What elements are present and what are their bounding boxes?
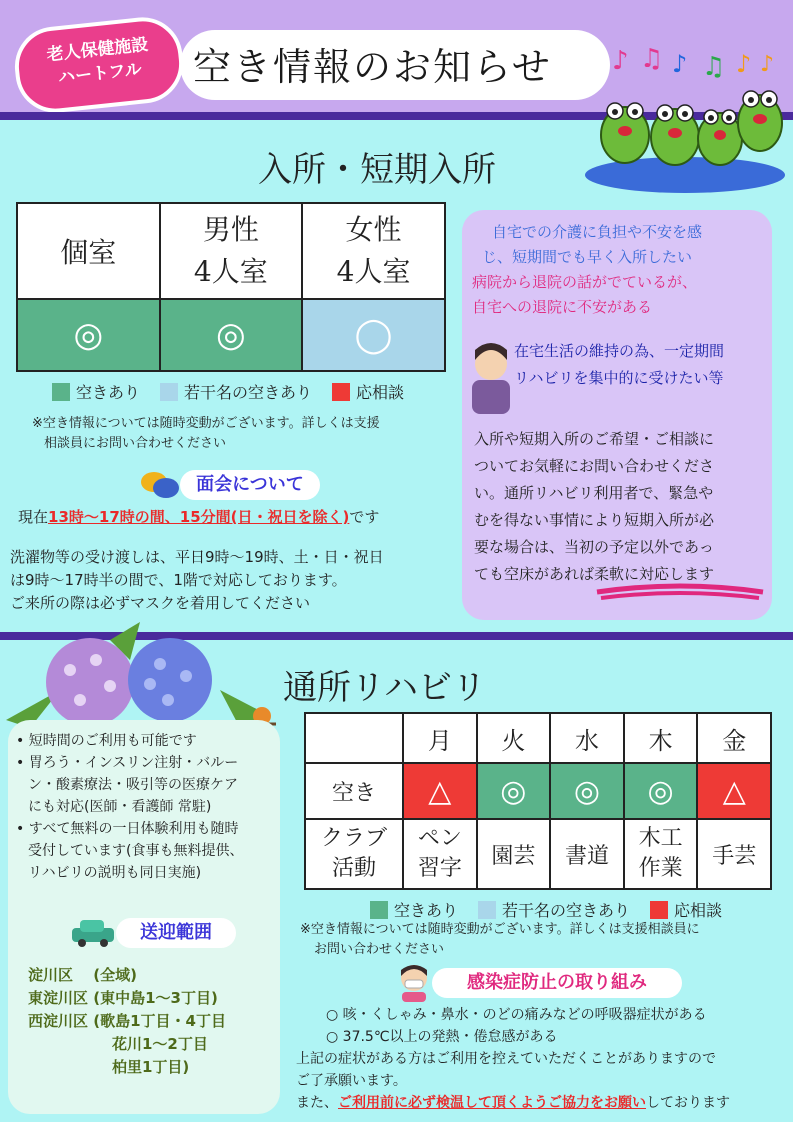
facility-name: 老人保健施設 [45, 34, 150, 66]
admission-legend [52, 380, 404, 403]
row-availability-label: 空き [305, 763, 403, 819]
status-wed: ◎ [550, 763, 624, 819]
daycare-heading: 通所リハビリ [283, 668, 486, 708]
services-list: • 短時間のご利用も可能です • 胃ろう・インスリン注射・バルー ン・酸素療法・吸引等の医療ケア にも対応(医師・看護師 常駐) • すべて無料の一日体験利用も随時 受付しています(食事も無料提供、 リハビリの説明も同日実施) [16, 730, 278, 884]
daycare-note: ※空き情報については随時変動がございます。詳しくは支援相談員に お問い合わせください [300, 922, 700, 957]
legend-few: 若干名の空きあり [184, 383, 313, 402]
transport-areas: 淀川区 (全域) 東淀川区 (東中島1～3丁目) 西淀川区 (歌島1丁目・4丁目 花川1～2丁目 柏里1丁目) [28, 966, 226, 1076]
admission-heading: 入所・短期入所 [258, 150, 496, 190]
infection-symptoms: ○ 咳・くしゃみ・鼻水・のどの痛みなどの呼吸器症状がある ○ 37.5℃以上の発熱・倦怠感がある [326, 1007, 707, 1045]
music-note-icon: ♪ [672, 50, 688, 78]
worried-person-icon [468, 336, 514, 416]
status-male: ◎ [160, 299, 303, 371]
speech-bubble-icon [140, 470, 170, 496]
club-mon: ペン 習字 [403, 819, 477, 889]
day-mon: 月 [403, 713, 477, 763]
consult-icon [332, 383, 350, 401]
legend-consult: 応相談 [674, 901, 723, 920]
status-fri: △ [697, 763, 771, 819]
club-wed: 書道 [550, 819, 624, 889]
mask-person-icon [398, 962, 430, 1006]
visiting-heading: 面会について [180, 470, 320, 500]
list-item: • 短時間のご利用も可能です [16, 733, 197, 749]
legend-consult: 応相談 [356, 383, 405, 402]
music-note-icon: ♪ [736, 50, 752, 78]
music-note-icon: ♫ [640, 44, 664, 74]
club-fri: 手芸 [697, 819, 771, 889]
legend-few: 若干名の空きあり [502, 901, 631, 920]
day-tue: 火 [477, 713, 551, 763]
row-club-label: クラブ 活動 [305, 819, 403, 889]
club-tue: 園芸 [477, 819, 551, 889]
hydrangea-icon [0, 620, 280, 730]
status-private: ◎ [17, 299, 160, 371]
status-mon: △ [403, 763, 477, 819]
few-available-icon [160, 383, 178, 401]
club-thu: 木工 作業 [624, 819, 698, 889]
day-fri: 金 [697, 713, 771, 763]
infection-heading: 感染症防止の取り組み [432, 968, 682, 998]
infection-notice: 上記の症状がある方はご利用を控えていただくことがありますので ご了承願います。 また、ご利用前に必ず検温して頂くようご協力をお願いしております [296, 1051, 730, 1111]
admission-note: ※空き情報については随時変動がございます。詳しくは支援 相談員にお問い合わせください [32, 416, 380, 451]
consult-icon [650, 901, 668, 919]
music-note-icon: ♪ [760, 52, 775, 77]
available-icon [370, 901, 388, 919]
music-note-icon: ♫ [702, 52, 726, 82]
frog-choir-icon [575, 75, 790, 195]
col-male-4bed: 男性 4人室 [160, 203, 303, 299]
car-icon [70, 918, 116, 952]
few-available-icon [478, 901, 496, 919]
page-title: 空き情報のお知らせ [193, 45, 552, 89]
legend-available: 空きあり [394, 901, 459, 920]
daycare-table [304, 712, 772, 890]
transport-heading: 送迎範囲 [116, 918, 236, 948]
col-private: 個室 [17, 203, 160, 299]
list-item: • すべて無料の一日体験利用も随時 [16, 821, 239, 837]
status-tue: ◎ [477, 763, 551, 819]
visiting-time: 現在13時～17時の間、15分間(日・祝日を除く)です [18, 508, 380, 526]
music-note-icon: ♪ [612, 46, 629, 76]
day-wed: 水 [550, 713, 624, 763]
rehab-reason: 在宅生活の維持の為、一定期間 リハビリを集中的に受けたい等 [514, 342, 725, 387]
daycare-legend [370, 898, 722, 921]
day-thu: 木 [624, 713, 698, 763]
status-thu: ◎ [624, 763, 698, 819]
visiting-notes: 洗濯物等の受け渡しは、平日9時～19時、土・日・祝日 は9時～17時半の間で、1階で対応しております。 ご来所の際は必ずマスクを着用してください [10, 548, 384, 612]
corner-cell [305, 713, 403, 763]
admission-table [16, 202, 446, 372]
status-female: ◯ [302, 299, 445, 371]
list-item: • 胃ろう・インスリン注射・バルー [16, 755, 239, 771]
highlight-scribble [595, 580, 765, 604]
legend-available: 空きあり [76, 383, 141, 402]
consultation-reasons: 自宅での介護に負担や不安を感 じ、短期間でも早く入所したい 病院から退院の話がでているが、 自宅への退院に不安がある [472, 223, 703, 316]
available-icon [52, 383, 70, 401]
col-female-4bed: 女性 4人室 [302, 203, 445, 299]
consultation-body: 入所や短期入所のご希望・ご相談に ついてお気軽にお問い合わせくださ い。通所リハビリ利用者で、緊急や むを得ない事情により短期入所が必 要な場合は、当初の予定以外であっ ても空床があれば柔軟に対応します [474, 430, 715, 583]
facility-subname: ハートフル [57, 59, 143, 89]
